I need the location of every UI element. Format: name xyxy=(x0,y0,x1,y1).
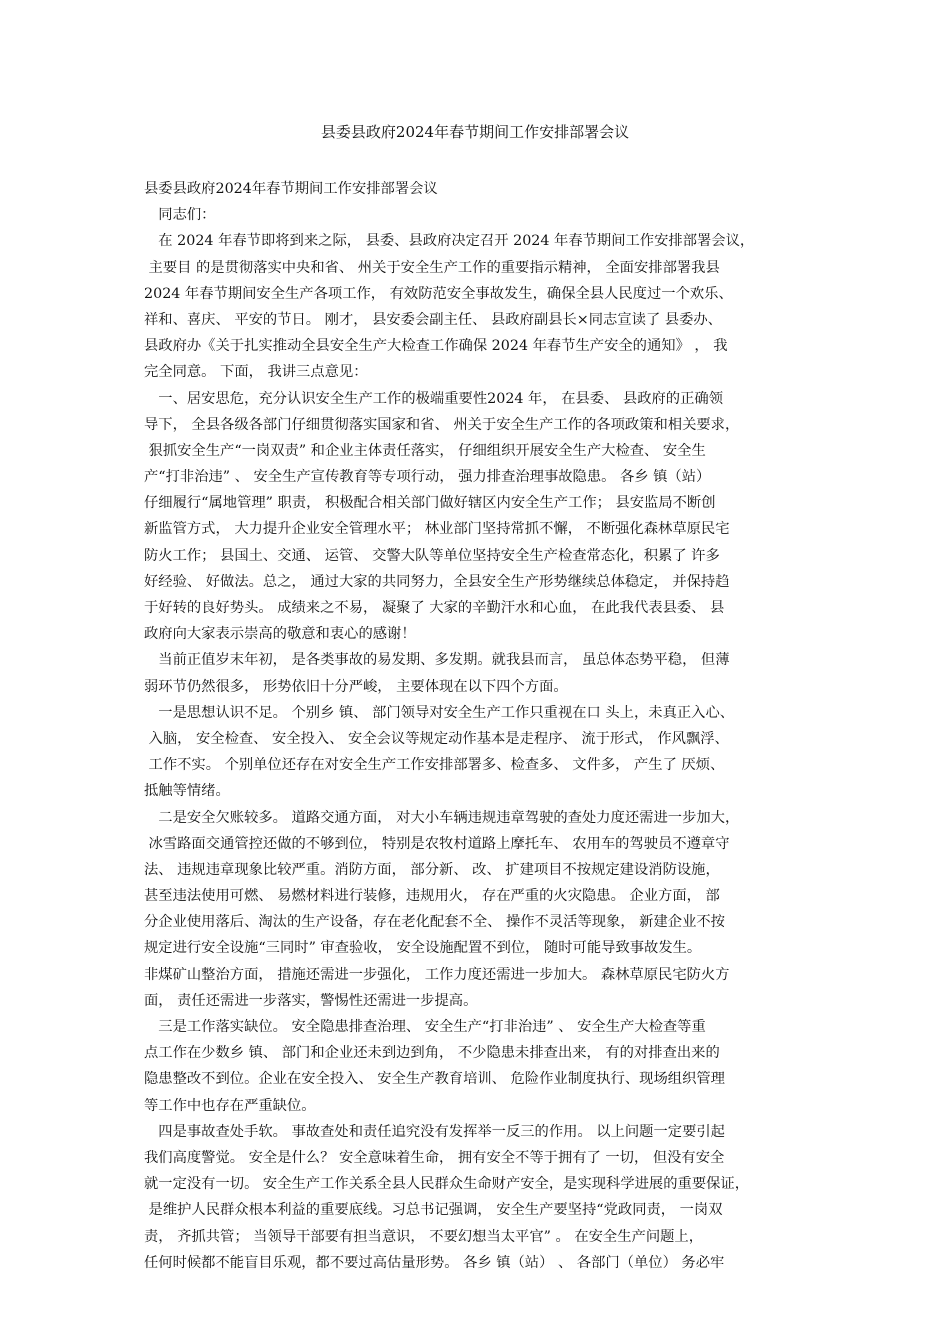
text-line: 非煤矿山整治方面， 措施还需进一步强化， 工作力度还需进一步加大。 森林草原民宅防火方 xyxy=(144,966,730,983)
text-line: 三是工作落实缺位。 安全隐患排查治理、 安全生产“打非治违” 、 安全生产大检查等重 xyxy=(144,1019,706,1035)
text-line: 法、 违规违章现象比较严重。消防方面， 部分新、 改、 扩建项目不按规定建设消防设施， xyxy=(144,861,720,878)
text-line: 甚至违法使用可燃、 易燃材料进行装修，违规用火， 存在严重的火灾隐患。 企业方面， 部 xyxy=(144,888,720,905)
text-line: 政府向大家表示崇高的敬意和衷心的感谢！ xyxy=(144,626,416,643)
text-line: 狠抓安全生产“一岗双责” 和企业主体责任落实， 仔细组织开展安全生产大检查、 安全生 xyxy=(144,442,706,459)
document-title: 县委县政府2024年春节期间工作安排部署会议 xyxy=(320,123,630,141)
text-line: 面， 责任还需进一步落实，警惕性还需进一步提高。 xyxy=(144,992,478,1009)
text-line: 导下， 全县各级各部门仔细贯彻落实国家和省、 州关于安全生产工作的各项政策和相关要求， xyxy=(144,416,740,433)
text-line: 分企业使用落后、淘汰的生产设备，存在老化配套不全、 操作不灵活等现象， 新建企业不按 xyxy=(144,914,725,931)
text-line: 防火工作； 县国土、交通、 运管、 交警大队等单位坚持安全生产检查常态化，积累了 许多 xyxy=(144,547,720,564)
text-line: 县委县政府2024年春节期间工作安排部署会议 xyxy=(144,181,438,197)
text-line: 祥和、喜庆、 平安的节日。 刚才， 县安委会副主任、 县政府副县长×同志宣读了 县委办、 xyxy=(144,311,722,328)
text-line: 产“打非治违” 、 安全生产宣传教育等专项行动， 强力排查治理事故隐患。 各乡 镇（站） xyxy=(144,469,711,486)
text-line: 责， 齐抓共管； 当领导干部要有担当意识， 不要幻想当太平官” 。 在安全生产问题上， xyxy=(144,1228,704,1245)
text-line: 完全同意。 下面， 我讲三点意见： xyxy=(144,364,368,381)
text-line: 当前正值岁末年初， 是各类事故的易发期、多发期。就我县而言， 虽总体态势平稳， 但薄 xyxy=(144,652,730,669)
text-line: 新监管方式， 大力提升企业安全管理水平； 林业部门坚持常抓不懈， 不断强化森林草原民宅 xyxy=(144,521,730,538)
text-line: 抵触等情绪。 xyxy=(144,783,230,800)
text-line: 入脑， 安全检查、 安全投入、 安全会议等规定动作基本是走程序、 流于形式， 作风飘浮、 xyxy=(144,730,729,747)
text-line: 一是思想认识不足。 个别乡 镇、 部门领导对安全生产工作只重视在口 头上，未真正入心、 xyxy=(144,704,735,721)
text-line: 在 2024 年春节即将到来之际， 县委、县政府决定召开 2024 年春节期间工作安排部署会议， xyxy=(144,233,755,250)
text-line: 2024 年春节期间安全生产各项工作， 有效防范安全事故发生，确保全县人民度过一个欢乐、 xyxy=(144,285,733,302)
text-line: 工作不实。 个别单位还存在对安全生产工作安排部署多、检查多、 文件多， 产生了 厌烦、 xyxy=(144,757,725,774)
text-line: 一、居安思危，充分认识安全生产工作的极端重要性2024 年， 在县委、 县政府的正确领 xyxy=(144,390,723,407)
text-line: 我们高度警觉。 安全是什么？ 安全意味着生命， 拥有安全不等于拥有了 一切， 但没有安全 xyxy=(144,1149,725,1166)
text-line: 弱环节仍然很多， 形势依旧十分严峻， 主要体现在以下四个方面。 xyxy=(144,678,568,695)
text-line: 好经验、 好做法。总之， 通过大家的共同努力，全县安全生产形势继续总体稳定， 并保持趋 xyxy=(144,573,730,590)
text-line: 县政府办《关于扎实推动全县安全生产大检查工作确保 2024 年春节生产安全的通知》 ， 我 xyxy=(144,338,728,355)
text-line: 就一定没有一切。 安全生产工作关系全县人民群众生命财产安全，是实现科学进展的重要保证， xyxy=(144,1176,750,1193)
text-line: 点工作在少数乡 镇、 部门和企业还未到边到角， 不少隐患未排查出来， 有的对排查出来的 xyxy=(144,1045,720,1062)
text-line: 等工作中也存在严重缺位。 xyxy=(144,1097,316,1114)
text-line: 二是安全欠账较多。 道路交通方面， 对大小车辆违规违章驾驶的查处力度还需进一步加大， xyxy=(144,809,740,826)
text-line: 仔细履行“属地管理” 职责， 积极配合相关部门做好辖区内安全生产工作； 县安监局不断创 xyxy=(144,495,716,512)
text-line: 四是事故查处手软。 事故查处和责任追究没有发挥举一反三的作用。 以上问题一定要引起 xyxy=(144,1123,725,1140)
text-line: 隐患整改不到位。企业在安全投入、 安全生产教育培训、 危险作业制度执行、现场组织管理 xyxy=(144,1071,725,1088)
text-line: 冰雪路面交通管控还做的不够到位， 特别是农牧村道路上摩托车、 农用车的驾驶员不遵章守 xyxy=(144,835,730,852)
text-line: 同志们： xyxy=(144,207,216,224)
document-body xyxy=(144,176,824,1276)
text-line: 于好转的良好势头。 成绩来之不易， 凝聚了 大家的辛勤汗水和心血， 在此我代表县委、 县 xyxy=(144,600,725,616)
text-line: 主要目 的是贯彻落实中央和省、 州关于安全生产工作的重要指示精神， 全面安排部署我县 xyxy=(144,259,720,276)
text-line: 规定进行安全设施“三同时” 审查验收， 安全设施配置不到位， 随时可能导致事故发生。 xyxy=(144,940,702,957)
text-line: 是维护人民群众根本利益的重要底线。习总书记强调， 安全生产要坚持“党政同责， 一岗双 xyxy=(144,1202,723,1219)
text-line: 任何时候都不能盲目乐观，都不要过高估量形势。 各乡 镇（站） 、 各部门（单位） 务必牢 xyxy=(144,1254,725,1271)
